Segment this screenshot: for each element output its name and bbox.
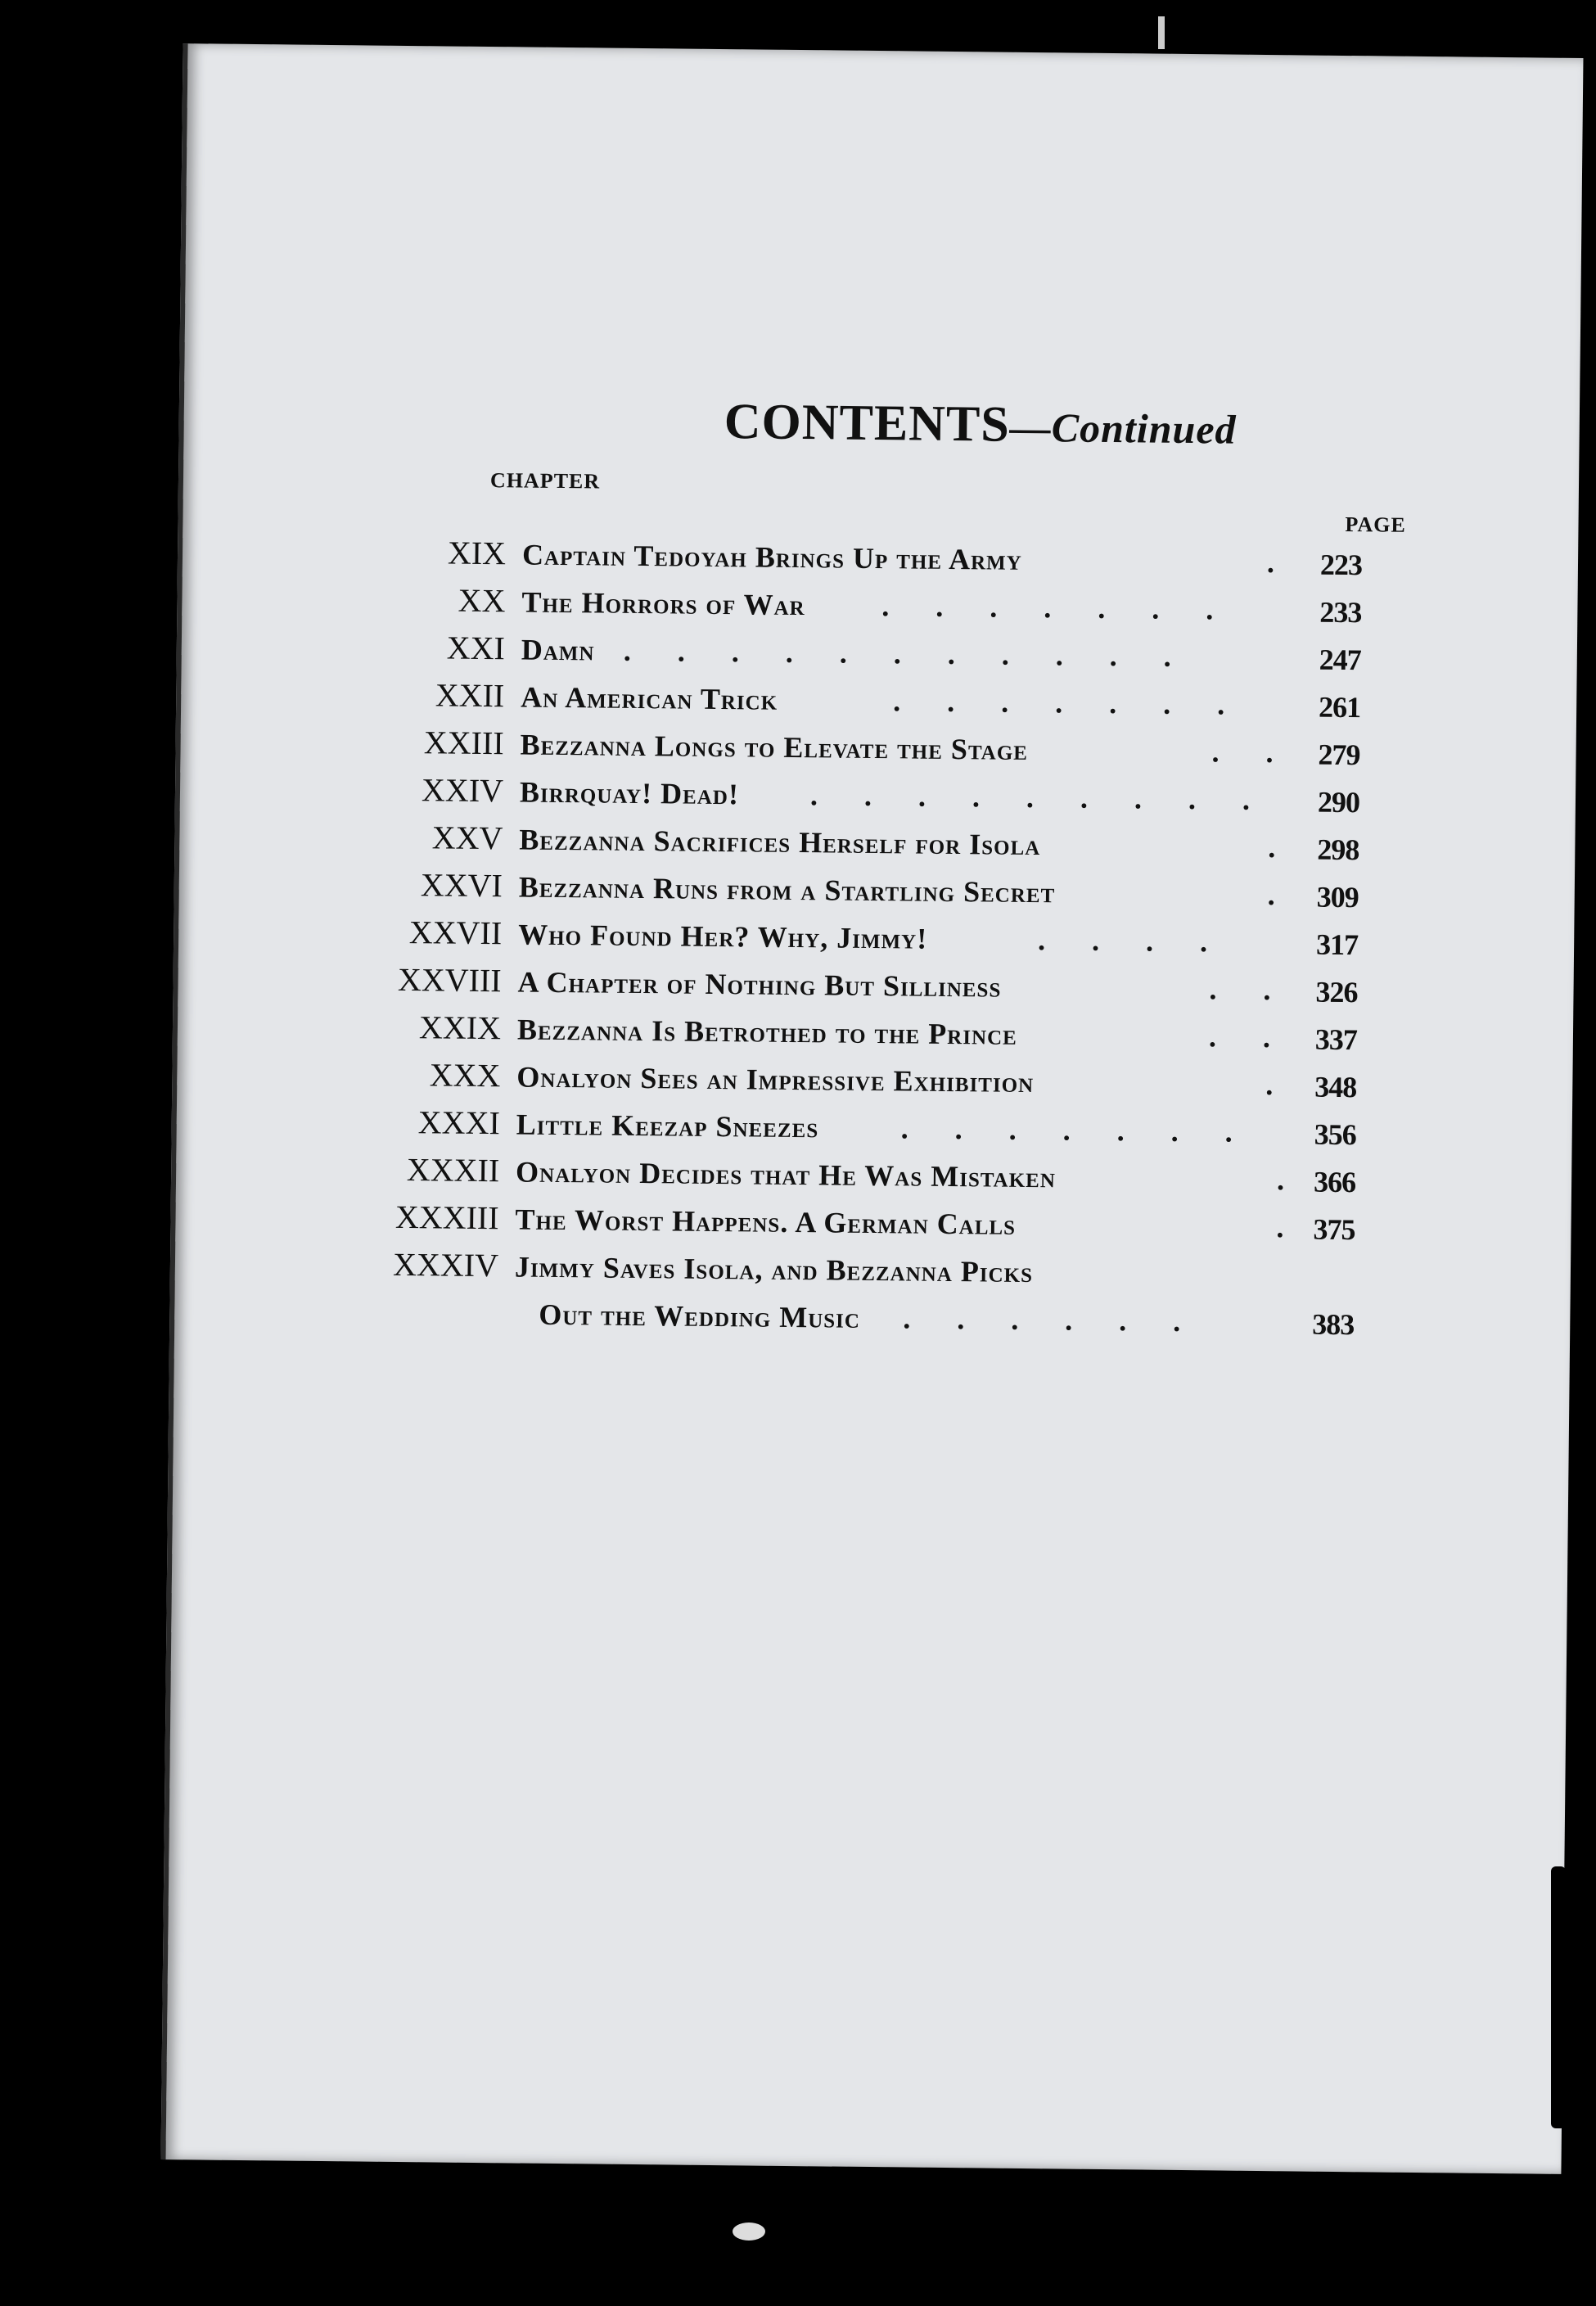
leader-dots: . . . . . . bbox=[903, 1302, 1201, 1338]
chapter-title-continuation: Out the Wedding Music bbox=[539, 1297, 861, 1334]
book-page bbox=[161, 43, 1584, 2174]
chapter-title: A Chapter of Nothing But Silliness bbox=[517, 965, 1002, 1004]
page-number: 290 bbox=[1317, 785, 1360, 819]
chapter-title: Damn bbox=[521, 633, 595, 667]
leader-dots: . . . . . . . . . bbox=[809, 778, 1270, 817]
chapter-number: XXVIII bbox=[397, 960, 502, 1000]
chapter-number: XIX bbox=[447, 534, 507, 572]
chapter-column-header: CHAPTER bbox=[489, 468, 601, 494]
page-number: 317 bbox=[1315, 927, 1359, 962]
chapter-title: Captain Tedoyah Brings Up the Army bbox=[521, 538, 1023, 576]
scan-artifact bbox=[1551, 1866, 1566, 2128]
leader-dots: . . bbox=[1211, 735, 1293, 769]
scan-artifact bbox=[733, 2223, 765, 2241]
chapter-number: XXXIV bbox=[392, 1245, 499, 1284]
chapter-title: An American Trick bbox=[521, 680, 778, 716]
chapter-number: XXIV bbox=[421, 771, 504, 810]
leader-dots: . . . . . . . bbox=[893, 684, 1245, 721]
page-number: 375 bbox=[1313, 1212, 1355, 1247]
page-number: 298 bbox=[1317, 833, 1359, 867]
leader-dots: . . . . bbox=[1037, 923, 1228, 959]
chapter-title: Bezzanna Sacrifices Herself for Isola bbox=[519, 823, 1041, 862]
chapter-title: Jimmy Saves Isola, and Bezzanna Picks bbox=[514, 1250, 1034, 1289]
chapter-title: Birrquay! Dead! bbox=[519, 775, 740, 811]
page-number: 356 bbox=[1314, 1117, 1356, 1152]
leader-dots: . bbox=[1276, 1211, 1304, 1244]
chapter-title: Onalyon Sees an Impressive Exhibition bbox=[516, 1060, 1035, 1099]
table-of-contents bbox=[297, 532, 1451, 1352]
page-number: 326 bbox=[1315, 975, 1358, 1009]
page-number: 366 bbox=[1313, 1165, 1356, 1199]
leader-dots: . . . . . . . bbox=[881, 589, 1233, 626]
chapter-number: XXXI bbox=[417, 1103, 501, 1142]
page-number: 337 bbox=[1314, 1022, 1358, 1057]
page-number: 383 bbox=[1312, 1307, 1355, 1342]
leader-dots: . bbox=[1266, 546, 1295, 580]
chapter-title: Bezzanna Longs to Elevate the Stage bbox=[520, 728, 1029, 766]
scan-artifact bbox=[1158, 16, 1165, 49]
leader-dots: . bbox=[1268, 831, 1296, 864]
leader-dots: . bbox=[1265, 1068, 1293, 1102]
page-number: 223 bbox=[1319, 548, 1363, 582]
leader-dots: . . . . . . . bbox=[900, 1112, 1252, 1148]
title-continued: —Continued bbox=[1009, 404, 1237, 453]
chapter-title: Bezzanna Runs from a Startling Secret bbox=[518, 870, 1056, 909]
chapter-number: XXII bbox=[435, 676, 505, 715]
chapter-title: The Horrors of War bbox=[521, 585, 805, 622]
chapter-title: Bezzanna Is Betrothed to the Prince bbox=[516, 1013, 1018, 1051]
page-number: 233 bbox=[1319, 595, 1362, 630]
leader-dots: . . . . . . . . . . . bbox=[623, 634, 1192, 674]
chapter-number: XXXIII bbox=[394, 1198, 499, 1237]
page-number: 309 bbox=[1316, 880, 1359, 914]
page-number: 279 bbox=[1318, 738, 1360, 772]
chapter-number: XXI bbox=[446, 629, 506, 667]
chapter-title: Who Found Her? Why, Jimmy! bbox=[517, 918, 928, 955]
leader-dots: . . bbox=[1209, 972, 1291, 1007]
chapter-number: XXXII bbox=[406, 1151, 500, 1189]
chapter-number: XXIX bbox=[418, 1009, 502, 1047]
chapter-title: Little Keezap Sneezes bbox=[516, 1108, 819, 1144]
page-number: 261 bbox=[1318, 690, 1361, 724]
page-number: 348 bbox=[1314, 1070, 1357, 1104]
chapter-title: Onalyon Decides that He Was Mistaken bbox=[515, 1155, 1057, 1194]
chapter-number: XXV bbox=[431, 819, 503, 857]
leader-dots: . bbox=[1276, 1163, 1305, 1197]
chapter-number: XXIII bbox=[423, 724, 504, 762]
chapter-number: XXVII bbox=[408, 914, 503, 952]
title-main: CONTENTS bbox=[724, 394, 1011, 453]
leader-dots: . bbox=[1267, 878, 1295, 912]
chapter-number: XX bbox=[458, 581, 506, 620]
chapter-title: The Worst Happens. A German Calls bbox=[515, 1203, 1017, 1241]
page-number: 247 bbox=[1319, 643, 1361, 677]
page-column-header: PAGE bbox=[1345, 512, 1406, 537]
leader-dots: . . bbox=[1208, 1020, 1291, 1054]
chapter-number: XXX bbox=[429, 1056, 501, 1094]
chapter-number: XXVI bbox=[420, 866, 503, 905]
page-title bbox=[724, 393, 1237, 457]
